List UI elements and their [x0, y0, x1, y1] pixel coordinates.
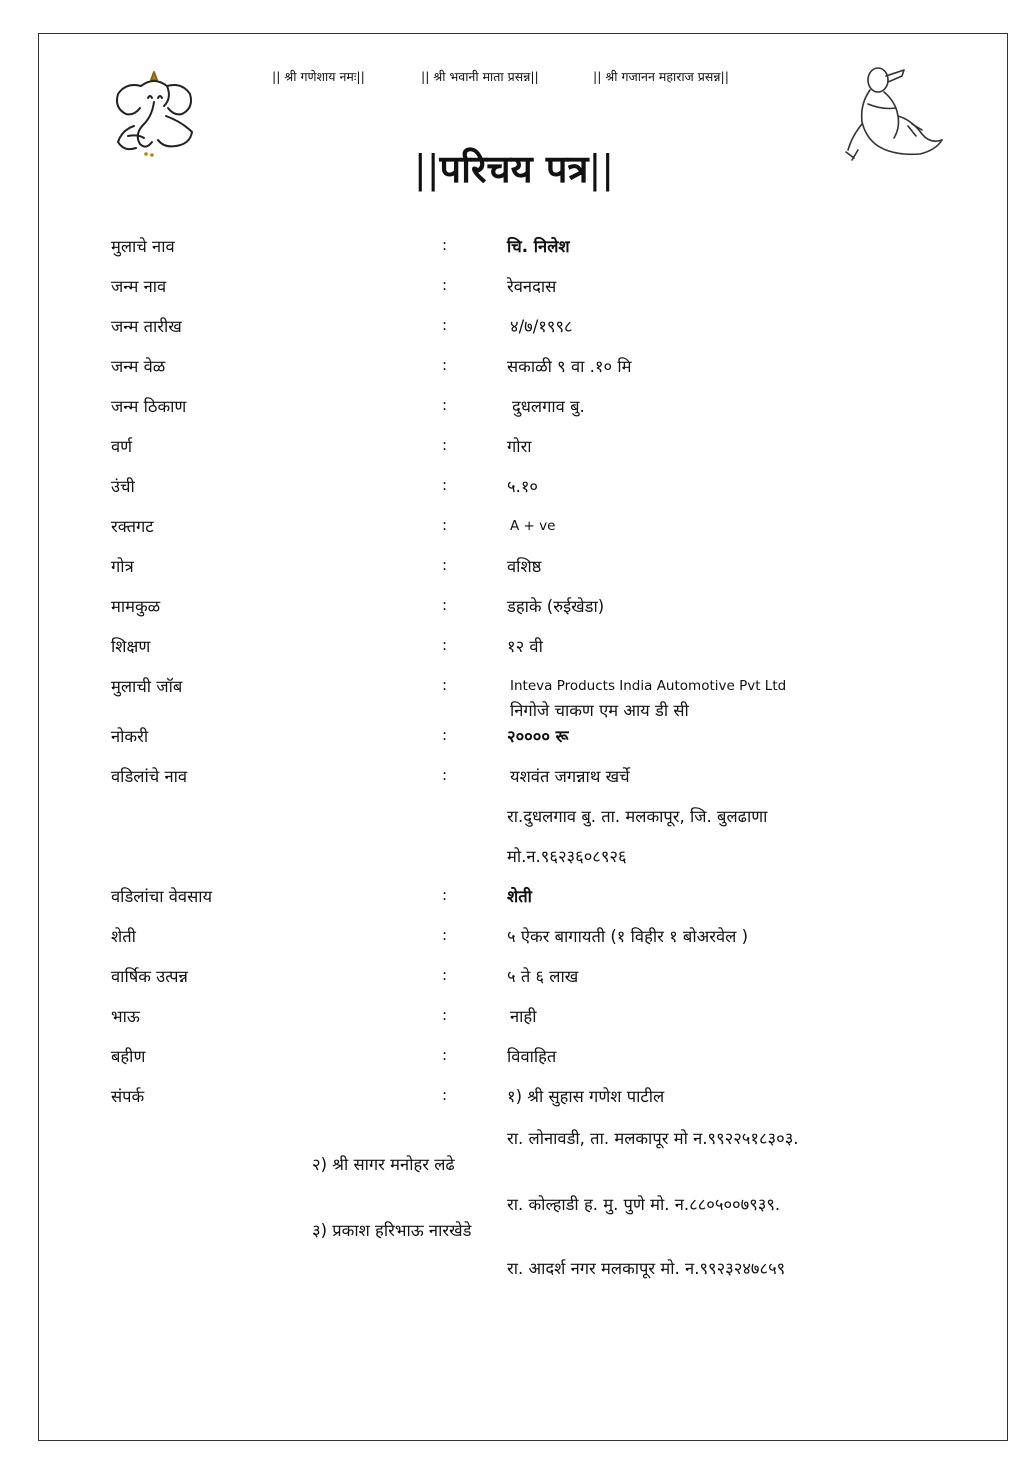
label-birth-time: जन्म वेळ	[111, 357, 166, 376]
label-blood-group: रक्तगट	[111, 517, 154, 536]
label-father-name: वडिलांचे नाव	[111, 767, 188, 786]
colon: :	[442, 636, 448, 654]
colon: :	[442, 476, 448, 494]
value-birth-name: रेवनदास	[507, 277, 557, 296]
value-complexion: गोरा	[507, 437, 532, 456]
colon: :	[442, 726, 448, 744]
colon: :	[442, 436, 448, 454]
value-job-location: निगोजे चाकण एम आय डी सी	[510, 701, 689, 720]
colon: :	[442, 236, 448, 254]
label-contact: संपर्क	[111, 1087, 145, 1106]
title-bars-close: ||	[588, 147, 615, 191]
contact-1-name: १) श्री सुहास गणेश पाटील	[507, 1087, 665, 1106]
value-salary: २०००० रू	[507, 727, 569, 746]
colon: :	[442, 516, 448, 534]
label-job: मुलाची जॉब	[111, 677, 183, 696]
colon: :	[442, 886, 448, 904]
value-boy-name: चि. निलेश	[507, 237, 570, 256]
contact-1-address: रा. लोनावडी, ता. मलकापूर मो न.९९२२५१८३०३.	[507, 1129, 799, 1148]
label-birth-name: जन्म नाव	[111, 277, 167, 296]
colon: :	[442, 1006, 448, 1024]
contact-2-name: २) श्री सागर मनोहर लढे	[312, 1155, 455, 1174]
contact-2-address: रा. कोल्हाडी ह. मु. पुणे मो. न.८८०५००७९३९.	[507, 1195, 781, 1214]
label-boy-name: मुलाचे नाव	[111, 237, 175, 256]
colon: :	[442, 316, 448, 334]
value-annual-income: ५ ते ६ लाख	[507, 967, 579, 986]
invocation-gajanan: || श्री गजानन महाराज प्रसन्न||	[593, 69, 729, 84]
value-father-business: शेती	[507, 887, 532, 906]
colon: :	[442, 356, 448, 374]
label-complexion: वर्ण	[111, 437, 133, 456]
label-father-business: वडिलांचा वेवसाय	[111, 887, 213, 906]
label-mamkul: मामकुळ	[111, 597, 161, 616]
colon: :	[442, 596, 448, 614]
value-mamkul: डहाके (रुईखेडा)	[507, 597, 605, 616]
colon: :	[442, 676, 448, 694]
label-birth-place: जन्म ठिकाण	[111, 397, 187, 416]
title-bars-open: ||	[413, 147, 440, 191]
value-height: ५.१०	[507, 477, 538, 496]
label-birth-date: जन्म तारीख	[111, 317, 182, 336]
contact-3-address: रा. आदर्श नगर मलकापूर मो. न.९९२३२४७८५९	[507, 1259, 786, 1278]
colon: :	[442, 926, 448, 944]
colon: :	[442, 766, 448, 784]
value-brother: नाही	[510, 1007, 537, 1026]
value-job-company: Inteva Products India Automotive Pvt Ltd	[510, 678, 787, 694]
label-brother: भाऊ	[111, 1007, 140, 1026]
title-text: परिचय पत्र	[439, 147, 589, 191]
label-height: उंची	[111, 477, 135, 496]
page-title	[0, 142, 1028, 194]
value-education: १२ वी	[507, 637, 543, 656]
invocation-bhavani: || श्री भवानी माता प्रसन्न||	[421, 69, 539, 84]
value-blood-group: A + ve	[510, 518, 556, 534]
value-birth-place: दुधलगाव बु.	[512, 397, 585, 416]
value-father-address: रा.दुधलगाव बु. ता. मलकापूर, जि. बुलढाणा	[507, 807, 768, 826]
colon: :	[442, 1046, 448, 1064]
value-father-mobile: मो.न.९६२३६०८९२६	[507, 847, 627, 866]
value-sister: विवाहित	[507, 1047, 557, 1066]
value-gotra: वशिष्ठ	[507, 557, 542, 576]
value-father-name: यशवंत जगन्नाथ खर्चे	[510, 767, 630, 786]
label-gotra: गोत्र	[111, 557, 134, 576]
colon: :	[442, 1086, 448, 1104]
colon: :	[442, 276, 448, 294]
value-birth-time: सकाळी ९ वा .१० मि	[507, 357, 632, 376]
value-birth-date: ४/७/१९९८	[510, 317, 573, 336]
label-salary: नोकरी	[111, 727, 149, 746]
label-education: शिक्षण	[111, 637, 151, 656]
label-farm: शेती	[111, 927, 136, 946]
colon: :	[442, 966, 448, 984]
colon: :	[442, 556, 448, 574]
label-sister: बहीण	[111, 1047, 146, 1066]
value-farm: ५ ऐकर बागायती (१ विहीर १ बोअरवेल )	[507, 927, 749, 946]
colon: :	[442, 396, 448, 414]
contact-3-name: ३) प्रकाश हरिभाऊ नारखेडे	[312, 1221, 472, 1240]
label-annual-income: वार्षिक उत्पन्न	[111, 967, 188, 986]
invocation-ganesha: || श्री गणेशाय नमः||	[272, 69, 365, 84]
